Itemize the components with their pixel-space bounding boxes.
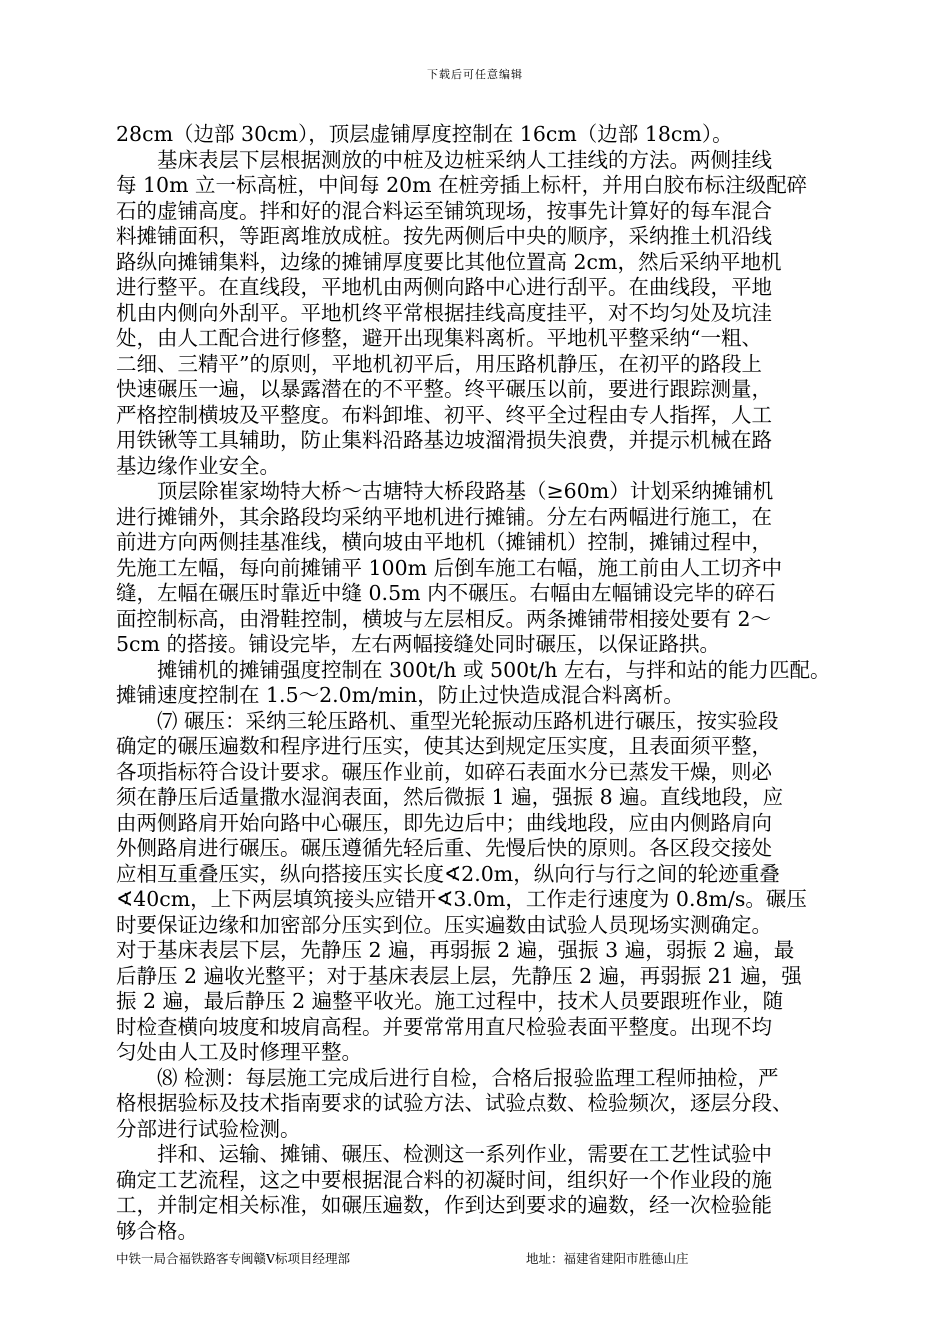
- text-line: 28cm（边部 30cm），顶层虚铺厚度控制在 16cm（边部 18cm）。: [116, 122, 733, 146]
- text-line: 前进方向两侧挂基准线，横向坡由平地机（摊铺机）控制，摊铺过程中，: [116, 530, 772, 554]
- text-line: 须在静压后适量撒水湿润表面，然后微振 1 遍，强振 8 遍。直线地段，应: [116, 785, 784, 809]
- text-line: 基边缘作业安全。: [116, 453, 280, 478]
- text-line: 匀处由人工及时修理平整。: [116, 1040, 362, 1064]
- text-line: 二细、三精平”的原则，平地机初平后，用压路机静压，在初平的路段上: [116, 351, 762, 376]
- text-line: ∢40cm，上下两层填筑接头应错开∢3.0m，工作走行速度为 0.8m/s。碾压: [116, 887, 807, 911]
- text-line: 进行整平。在直线段，平地机由两侧向路中心进行刮平。在曲线段，平地: [116, 275, 772, 299]
- text-line: ⑻ 检测：每层施工完成后进行自检，合格后报验监理工程师抽检，严: [116, 1065, 779, 1090]
- paragraph-1: [116, 122, 842, 148]
- text-line: 用铁锹等工具辅助，防止集料沿路基边坡溜滑损失浪费，并提示机械在路: [116, 428, 772, 452]
- text-line: 石的虚铺高度。拌和好的混合料运至铺筑现场，按事先计算好的每车混合: [116, 198, 772, 223]
- paragraph-6-inspection: [116, 1066, 842, 1143]
- paragraph-7: [116, 1142, 842, 1244]
- text-line: 各项指标符合设计要求。碾压作业前，如碎石表面水分已蒸发干燥，则必: [116, 759, 772, 784]
- text-line: 缝，左幅在碾压时靠近中缝 0.5m 内不碾压。右幅由左幅铺设完毕的碎石: [116, 581, 776, 605]
- paragraph-5-compaction: [116, 709, 842, 1066]
- text-line: 后静压 2 遍收光整平；对于基床表层上层，先静压 2 遍，再弱振 21 遍，强: [116, 963, 802, 988]
- text-line: 时要保证边缘和加密部分压实到位。压实遍数由试验人员现场实测确定。: [116, 912, 772, 937]
- text-line: 够合格。: [116, 1218, 198, 1243]
- text-line: 严格控制横坡及平整度。布料卸堆、初平、终平全过程由专人指挥，人工: [116, 402, 772, 427]
- text-line: 应相互重叠压实，纵向搭接压实长度∢2.0m，纵向行与行之间的轮迹重叠: [116, 861, 780, 886]
- text-line: 摊铺机的摊铺强度控制在 300t/h 或 500t/h 左右，与拌和站的能力匹配。: [116, 657, 831, 682]
- text-line: 振 2 遍，最后静压 2 遍整平收光。施工过程中，技术人员要跟班作业，随: [116, 989, 784, 1013]
- text-line: 5cm 的搭接。铺设完毕，左右两幅接缝处同时碾压，以保证路拱。: [116, 632, 720, 656]
- page-header: 下载后可任意编辑: [427, 68, 523, 81]
- text-line: 拌和、运输、摊铺、碾压、检测这一系列作业，需要在工艺性试验中: [116, 1142, 772, 1166]
- paragraph-4: [116, 658, 842, 709]
- footer-company: 中铁一局合福铁路客专闽赣Ⅴ标项目经理部: [116, 1251, 351, 1266]
- text-line: 路纵向摊铺集料，边缘的摊铺厚度要比其他位置高 2cm，然后采纳平地机: [116, 249, 782, 274]
- text-line: 先施工左幅，每向前摊铺平 100m 后倒车施工右幅，施工前由人工切齐中: [116, 555, 783, 580]
- text-line: 摊铺速度控制在 1.5～2.0m/min，防止过快造成混合料离析。: [116, 683, 684, 707]
- paragraph-2: [116, 148, 842, 480]
- text-line: 对于基床表层下层，先静压 2 遍，再弱振 2 遍，强振 3 遍，弱振 2 遍，最: [116, 938, 795, 962]
- text-line: 时检查横向坡度和坡肩高程。并要常常用直尺检验表面平整度。出现不均: [116, 1014, 772, 1039]
- text-line: 外侧路肩进行碾压。碾压遵循先轻后重、先慢后快的原则。各区段交接处: [116, 836, 772, 860]
- body-text: [116, 122, 842, 1244]
- paragraph-3: [116, 479, 842, 658]
- text-line: 面控制标高，由滑鞋控制，横坡与左层相反。两条摊铺带相接处要有 2～: [116, 606, 772, 631]
- text-line: 机由内侧向外刮平。平地机终平常根据挂线高度挂平，对不均匀处及坑洼: [116, 300, 772, 325]
- text-line: 进行摊铺外，其余路段均采纳平地机进行摊铺。分左右两幅进行施工，在: [116, 504, 772, 529]
- text-line: ⑺ 碾压：采纳三轮压路机、重型光轮振动压路机进行碾压，按实验段: [116, 708, 779, 733]
- footer-address: 地址：福建省建阳市胜德山庄: [526, 1251, 689, 1266]
- text-line: 处，由人工配合进行修整，避开出现集料离析。平地机平整采纳“一粗、: [116, 326, 762, 350]
- text-line: 每 10m 立一标高桩，中间每 20m 在桩旁插上标杆，并用白胶布标注级配碎: [116, 173, 808, 197]
- text-line: 快速碾压一遍，以暴露潜在的不平整。终平碾压以前，要进行跟踪测量，: [116, 377, 772, 401]
- text-line: 格根据验标及技术指南要求的试验方法、试验点数、检验频次，逐层分段、: [116, 1091, 793, 1115]
- text-line: 分部进行试验检测。: [116, 1116, 301, 1141]
- text-line: 确定的碾压遍数和程序进行压实，使其达到规定压实度，且表面须平整，: [116, 734, 772, 758]
- text-line: 料摊铺面积，等距离堆放成桩。按先两侧后中央的顺序，采纳推土机沿线: [116, 224, 772, 248]
- text-line: 基床表层下层根据测放的中桩及边桩采纳人工挂线的方法。两侧挂线: [116, 147, 772, 172]
- text-line: 由两侧路肩开始向路中心碾压，即先边后中；曲线地段，应由内侧路肩向: [116, 810, 772, 835]
- text-line: 确定工艺流程，这之中要根据混合料的初凝时间，组织好一个作业段的施: [116, 1167, 772, 1192]
- text-line: 顶层除崔家坳特大桥～古塘特大桥段路基（≥60m）计划采纳摊铺机: [116, 479, 774, 503]
- text-line: 工，并制定相关标准，如碾压遍数，作到达到要求的遍数，经一次检验能: [116, 1193, 772, 1217]
